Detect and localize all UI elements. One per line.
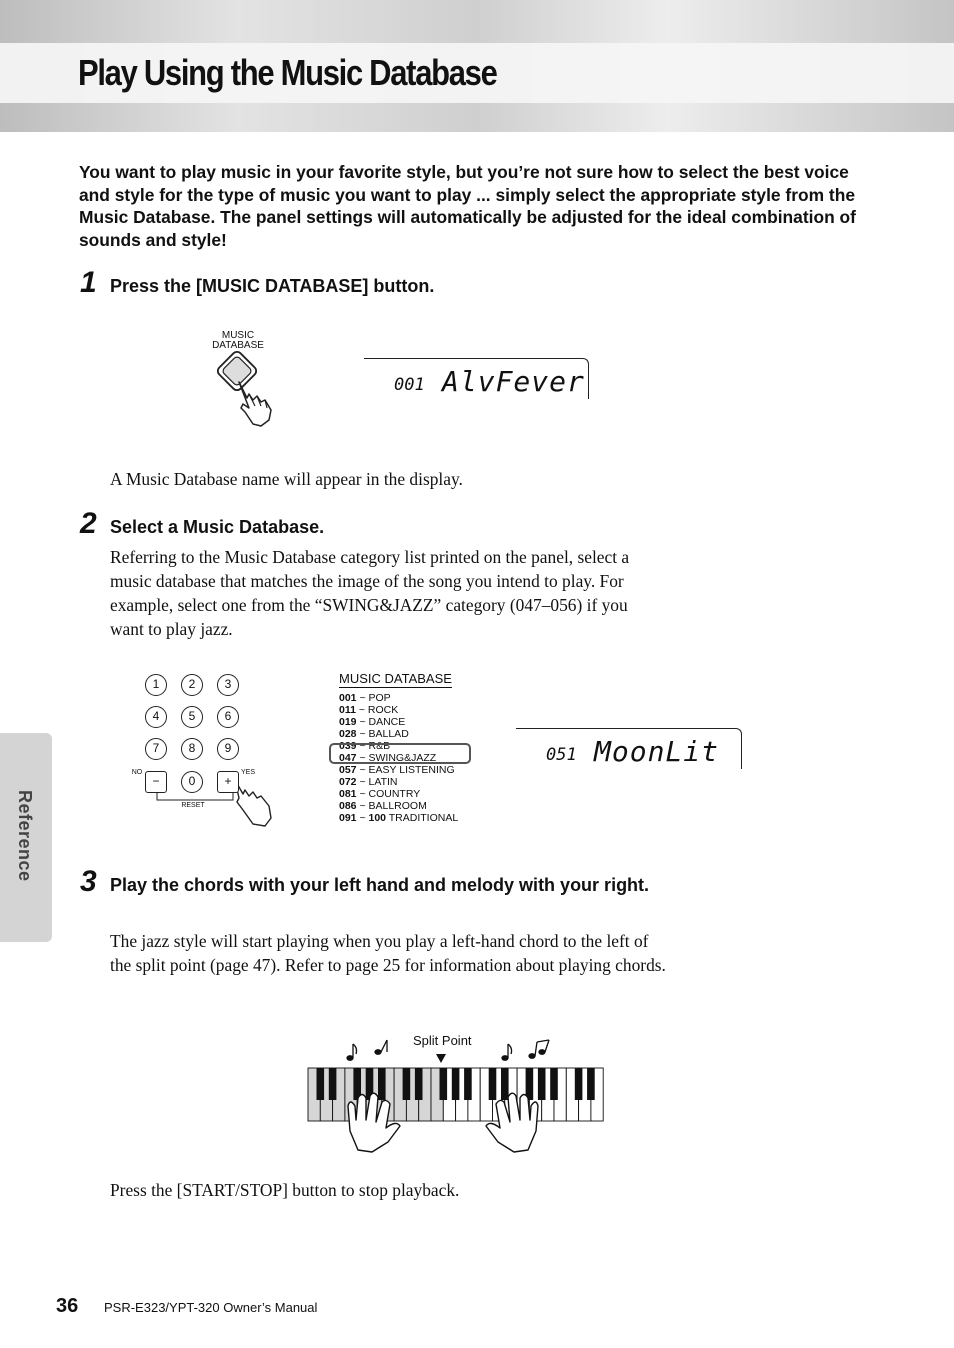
music-database-button-icon[interactable] bbox=[205, 350, 285, 432]
keypad-button-1[interactable]: 1 bbox=[145, 674, 167, 696]
black-key bbox=[329, 1068, 337, 1100]
database-category-name: BALLAD bbox=[368, 728, 409, 740]
black-key bbox=[538, 1068, 546, 1100]
black-key bbox=[550, 1068, 558, 1100]
database-category-number: 019 bbox=[339, 716, 357, 728]
keyboard-illustration bbox=[300, 1036, 604, 1154]
database-category-name: EASY LISTENING bbox=[368, 764, 455, 776]
lcd-display-2-name: MoonLit bbox=[594, 735, 720, 768]
lcd-display-1-number: 001 bbox=[394, 375, 425, 395]
keypad-button-3[interactable]: 3 bbox=[217, 674, 239, 696]
database-category-number-end: 100 bbox=[368, 812, 387, 824]
black-key bbox=[501, 1068, 509, 1100]
music-database-list-title: MUSIC DATABASE bbox=[339, 671, 452, 686]
black-key bbox=[415, 1068, 423, 1100]
button-label-line1: MUSIC bbox=[221, 330, 255, 341]
database-category-number: 028 bbox=[339, 728, 357, 740]
database-category-number: 001 bbox=[339, 692, 357, 704]
database-category-number: 091 bbox=[339, 812, 357, 824]
black-key bbox=[403, 1068, 411, 1100]
step-1-title: Press the [MUSIC DATABASE] button. bbox=[110, 276, 435, 296]
database-category-number: 072 bbox=[339, 776, 357, 788]
database-category-row: 086 ~ BALLROOM bbox=[339, 800, 427, 812]
button-label-line2: DATABASE bbox=[212, 340, 264, 351]
black-key bbox=[317, 1068, 325, 1100]
black-key bbox=[440, 1068, 448, 1100]
database-category-number: 086 bbox=[339, 800, 357, 812]
step-3-title: Play the chords with your left hand and melody with your right. bbox=[110, 875, 650, 895]
database-category-row: 011 ~ ROCK bbox=[339, 704, 399, 716]
selected-category-highlight bbox=[329, 743, 471, 764]
keypad-button-9[interactable]: 9 bbox=[217, 738, 239, 760]
page-title: Play Using the Music Database bbox=[78, 52, 497, 93]
database-category-row: 039 ~ R&B bbox=[339, 740, 391, 752]
keypad-plus-button[interactable]: + bbox=[217, 771, 239, 793]
music-notes-icon bbox=[347, 1040, 549, 1060]
keypad-minus-button[interactable]: − bbox=[145, 771, 167, 793]
database-category-row: 091 ~ 100 TRADITIONAL bbox=[339, 812, 459, 824]
database-category-row: 081 ~ COUNTRY bbox=[339, 788, 421, 800]
lcd-display-2-number: 051 bbox=[546, 745, 577, 765]
database-category-row: 001 ~ POP bbox=[339, 692, 391, 704]
yes-label: YES bbox=[240, 769, 255, 776]
split-point-marker bbox=[436, 1054, 446, 1063]
database-category-number: 047 bbox=[339, 752, 357, 764]
no-label: NO bbox=[131, 769, 143, 776]
database-category-row: 072 ~ LATIN bbox=[339, 776, 398, 788]
manual-title: PSR-E323/YPT-320 Owner’s Manual bbox=[104, 1300, 318, 1315]
database-category-name: TRADITIONAL bbox=[388, 812, 459, 824]
black-key bbox=[587, 1068, 595, 1100]
intro-paragraph: You want to play music in your favorite style, but you’re not sure how to select the best voice and style for the type of music you want to play ... simply select the appropriate style from the Music Database. The panel settings will automatically be adjusted for the ideal combination of sounds and style! bbox=[79, 162, 856, 250]
lcd-display-1 bbox=[364, 358, 589, 399]
black-key bbox=[464, 1068, 472, 1100]
database-category-name: DANCE bbox=[368, 716, 406, 728]
step-2-title: Select a Music Database. bbox=[110, 517, 325, 537]
keypad-button-7[interactable]: 7 bbox=[145, 738, 167, 760]
step-3-body: The jazz style will start playing when you play a left-hand chord to the left of the split point (page 47). Refer to page 25 for information about playing chords. bbox=[110, 931, 666, 975]
split-point-label: Split Point bbox=[413, 1033, 472, 1048]
reset-label: RESET bbox=[181, 802, 205, 809]
lcd-display-2 bbox=[516, 728, 742, 769]
black-key bbox=[452, 1068, 460, 1100]
step-1-note: A Music Database name will appear in the display. bbox=[110, 469, 463, 489]
database-category-row: 019 ~ DANCE bbox=[339, 716, 406, 728]
side-tab-label: Reference bbox=[15, 790, 35, 882]
database-category-name: R&B bbox=[368, 740, 391, 752]
step-3-number: 3 bbox=[80, 865, 97, 898]
black-key bbox=[575, 1068, 583, 1100]
database-category-row: 057 ~ EASY LISTENING bbox=[339, 764, 455, 776]
step-1-number: 1 bbox=[80, 266, 97, 299]
keypad-button-2[interactable]: 2 bbox=[181, 674, 203, 696]
keypad-button-0[interactable]: 0 bbox=[181, 771, 203, 793]
keypad-button-5[interactable]: 5 bbox=[181, 706, 203, 728]
database-category-name: ROCK bbox=[367, 704, 399, 716]
database-category-number: 039 bbox=[339, 740, 357, 752]
database-category-name: LATIN bbox=[368, 776, 398, 788]
database-category-row: 047 ~ SWING&JAZZ bbox=[339, 752, 437, 764]
black-key bbox=[378, 1068, 386, 1100]
keypad-button-6[interactable]: 6 bbox=[217, 706, 239, 728]
database-category-name: COUNTRY bbox=[368, 788, 421, 800]
database-category-number: 081 bbox=[339, 788, 357, 800]
black-key bbox=[489, 1068, 497, 1100]
keypad-button-4[interactable]: 4 bbox=[145, 706, 167, 728]
page-number: 36 bbox=[56, 1295, 79, 1317]
database-category-number: 057 bbox=[339, 764, 357, 776]
keypad-button-8[interactable]: 8 bbox=[181, 738, 203, 760]
step-2-number: 2 bbox=[80, 507, 97, 540]
database-category-name: SWING&JAZZ bbox=[368, 752, 437, 764]
database-category-row: 028 ~ BALLAD bbox=[339, 728, 409, 740]
music-database-button-label bbox=[206, 331, 270, 351]
database-category-number: 011 bbox=[339, 704, 356, 716]
step-2-body: Referring to the Music Database category list printed on the panel, select a music database that matches the image of the song you intend to play. For example, select one from the “SWING&JAZZ” category (047–056) if you want to play jazz. bbox=[110, 547, 630, 639]
lcd-display-1-name: AlvFever bbox=[442, 365, 585, 398]
database-category-name: BALLROOM bbox=[368, 800, 427, 812]
step-3-note: Press the [START/STOP] button to stop playback. bbox=[110, 1180, 460, 1200]
database-category-name: POP bbox=[368, 692, 391, 704]
